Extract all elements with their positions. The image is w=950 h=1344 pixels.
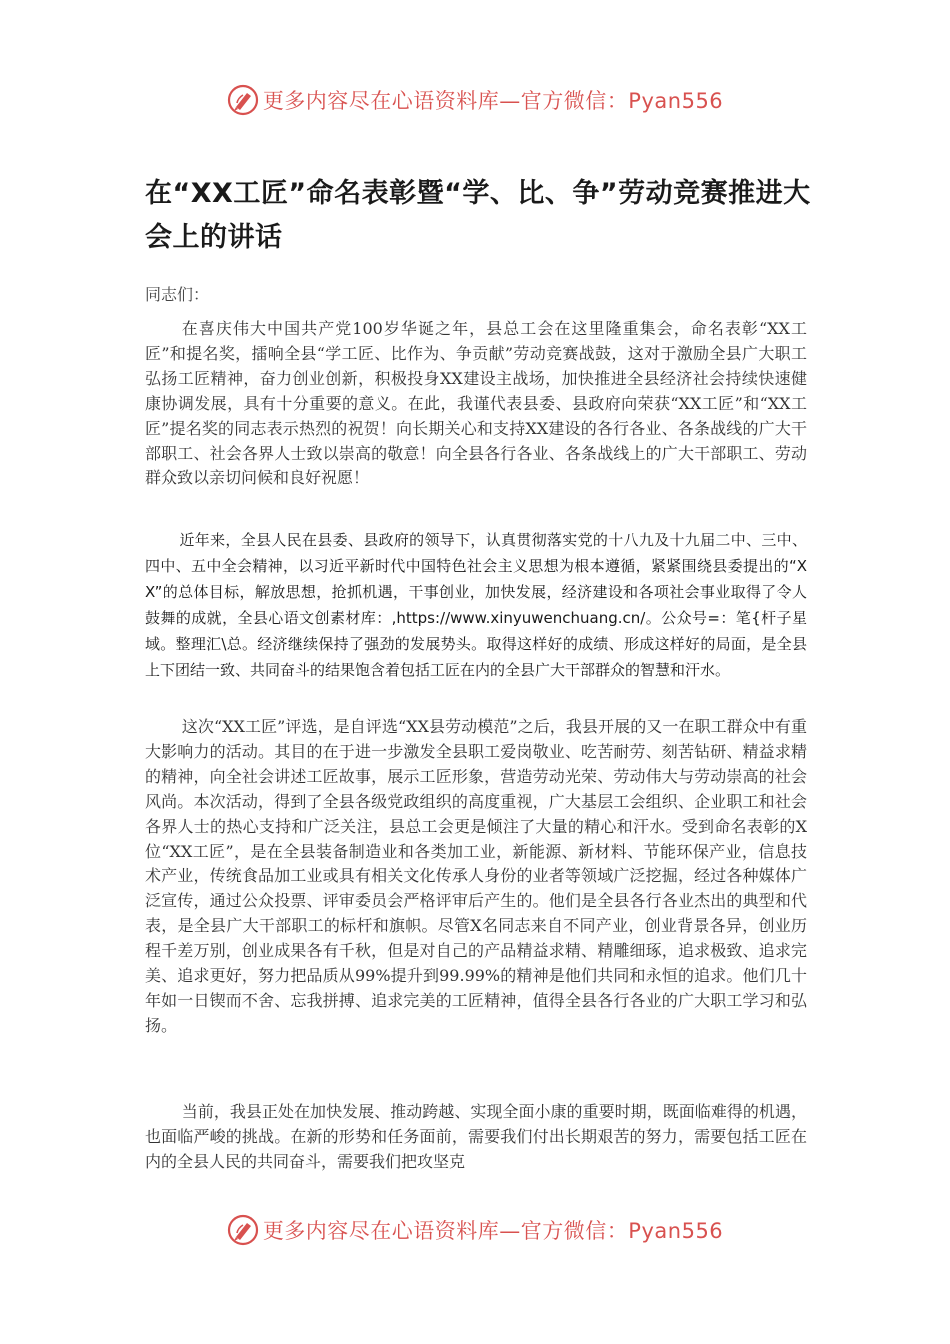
paragraph-2: 近年来，全县人民在县委、县政府的领导下，认真贯彻落实党的十八九及十九届二中、三中、四中、五中全会精神，以习近平新时代中国特色社会主义思想为根本遵循，紧紧围绕县委提出的“XX”的总体目标，解放思想，抢抓机遇，干事创业，加快发展，经济建设和各项社会事业取得了令人鼓舞的成就，全县心语文创素材库：,https://www.xinyuwenchuang.cn/。公众号=：笔{杆子星域。整理汇\总。经济继续保持了强劲的发展势头。取得这样好的成绩、形成这样好的局面，是全县上下团结一致、共同奋斗的结果饱含着包括工匠在内的全县广大干部群众的智慧和汗水。 xyxy=(145,531,807,680)
footer-banner-text: 更多内容尽在心语资料库—官方微信：Pyan556 xyxy=(262,1219,724,1243)
document-title: 在“XX工匠”命名表彰暨“学、比、争”劳动竞赛推进大会上的讲话 xyxy=(145,178,811,253)
pen-nib-icon xyxy=(227,84,259,116)
pen-nib-icon xyxy=(227,1214,259,1246)
salutation: 同志们： xyxy=(145,285,210,304)
paragraph-3: 这次“XX工匠”评选，是自评选“XX县劳动模范”之后，我县开展的又一在职工群众中有重大影响力的活动。其目的在于进一步激发全县职工爱岗敬业、吃苦耐劳、刻苦钻研、精益求精的精神，向全社会讲述工匠故事，展示工匠形象，营造劳动光荣、劳动伟大与劳动崇高的社会风尚。本次活动，得到了全县各级党政组织的高度重视，广大基层工会组织、企业职工和社会各界人士的热心支持和广泛关注，县总工会更是倾注了大量的精心和汗水。受到命名表彰的X位“XX工匠”，是在全县装备制造业和各类加工业，新能源、新材料、节能环保产业，信息技术产业，传统食品加工业或具有相关文化传承人身份的业者等领域广泛挖掘，经过各种媒体广泛宣传，通过公众投票、评审委员会严格评审后产生的。他们是全县各行各业杰出的典型和代表，是全县广大干部职工的标杆和旗帜。尽管X名同志来自不同产业，创业背景各异，创业历程千差万别，创业成果各有千秋，但是对自己的产品精益求精、精雕细琢，追求极致、追求完美、追求更好，努力把品质从99%提升到99.99%的精神是他们共同和永恒的追求。他们几十年如一日锲而不舍、忘我拼搏、追求完美的工匠精神，值得全县各行各业的广大职工学习和弘扬。 xyxy=(145,717,807,1035)
header-banner-text: 更多内容尽在心语资料库—官方微信：Pyan556 xyxy=(262,89,724,113)
paragraph-1: 在喜庆伟大中国共产党100岁华诞之年，县总工会在这里隆重集会，命名表彰“XX工匠”和提名奖，擂响全县“学工匠、比作为、争贡献”劳动竞赛战鼓，这对于激励全县广大职工弘扬工匠精神，奋力创业创新，积极投身XX建设主战场，加快推进全县经济社会持续快速健康协调发展，具有十分重要的意义。在此，我谨代表县委、县政府向荣获“XX工匠”和“XX工匠”提名奖的同志表示热烈的祝贺！向长期关心和支持XX建设的各行各业、各条战线的广大干部职工、社会各界人士致以崇高的敬意！向全县各行各业、各条战线上的广大干部职工、劳动群众致以亲切问候和良好祝愿！ xyxy=(145,319,807,488)
paragraph-4: 当前，我县正处在加快发展、推动跨越、实现全面小康的重要时期，既面临难得的机遇，也面临严峻的挑战。在新的形势和任务面前，需要我们付出长期艰苦的努力，需要包括工匠在内的全县人民的共同奋斗，需要我们把攻坚克 xyxy=(145,1102,807,1171)
header-banner xyxy=(0,80,950,120)
footer-banner xyxy=(0,1210,950,1250)
